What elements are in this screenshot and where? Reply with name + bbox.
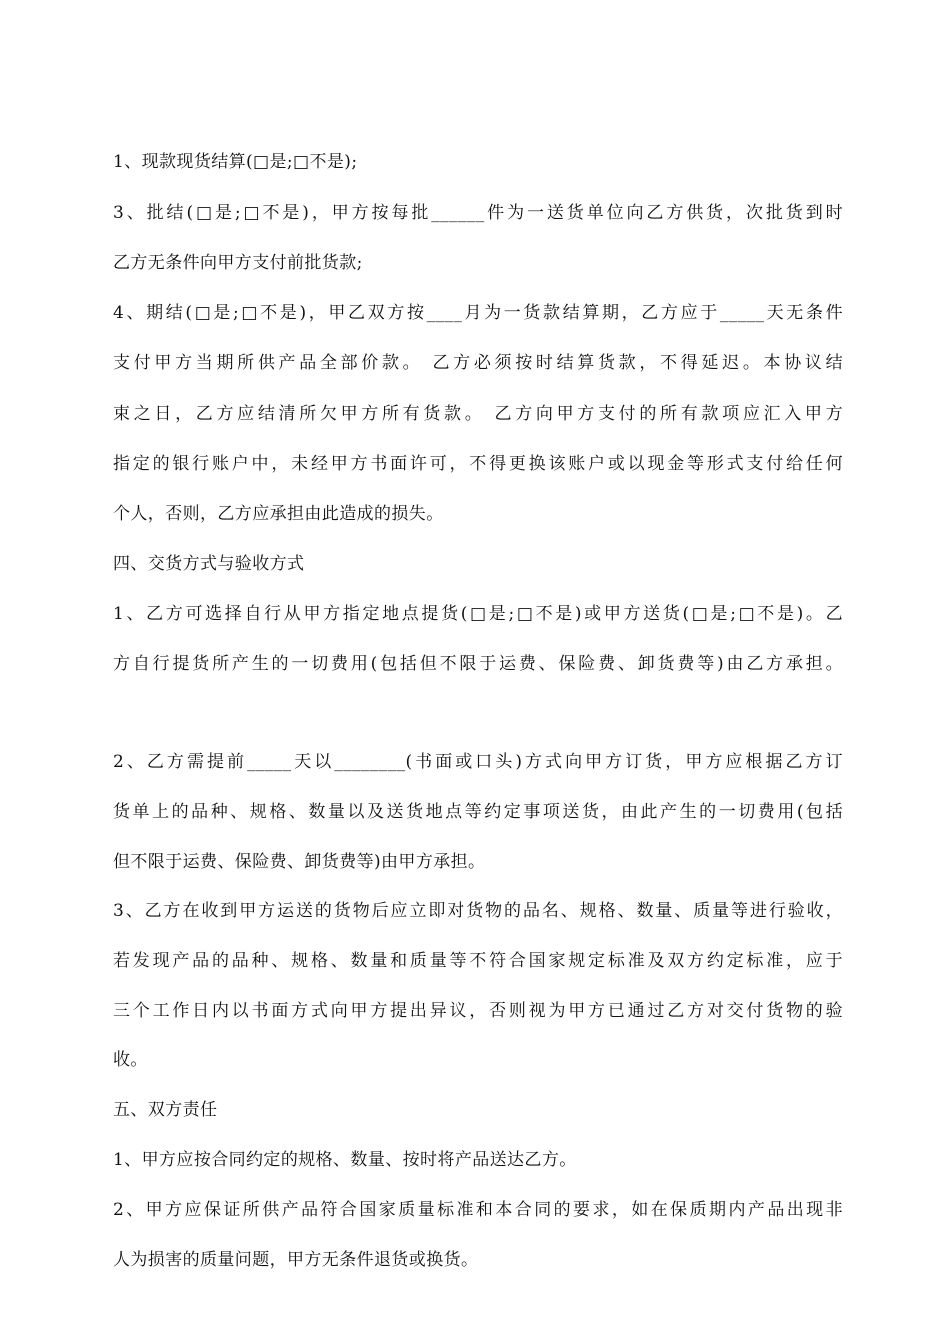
section-5-clause-2-cont: 人为损害的质量问题，甲方无条件退货或换货。 xyxy=(113,1250,479,1270)
section-4-clause-3-cont-1: 若发现产品的品种、规格、数量和质量等不符合国家规定标准及双方约定标准，应于 xyxy=(113,951,843,971)
section-4-clause-3-cont-3: 收。 xyxy=(113,1050,148,1070)
clause-3-batch-settlement: 3、批结(□是;□不是)，甲方按每批______件为一送货单位向乙方供货，次批货到时 xyxy=(113,203,843,223)
clause-4-period-settlement: 4、期结(□是;□不是)，甲乙双方按____月为一货款结算期，乙方应于_____天无条件 xyxy=(113,303,843,323)
clause-4-period-settlement-cont-2: 束之日，乙方应结清所欠甲方所有货款。 乙方向甲方支付的所有款项应汇入甲方 xyxy=(113,404,843,424)
clause-4-period-settlement-cont-3: 指定的银行账户中，未经甲方书面许可，不得更换该账户或以现金等形式支付给任何 xyxy=(113,454,843,474)
clause-4-period-settlement-cont-1: 支付甲方当期所供产品全部价款。 乙方必须按时结算货款，不得延迟。本协议结 xyxy=(113,353,843,373)
section-4-clause-2-cont-2: 但不限于运费、保险费、卸货费等)由甲方承担。 xyxy=(113,852,486,872)
section-5-heading: 五、双方责任 xyxy=(113,1100,218,1120)
section-4-clause-3: 3、乙方在收到甲方运送的货物后应立即对货物的品名、规格、数量、质量等进行验收， xyxy=(113,901,843,921)
section-5-clause-2: 2、甲方应保证所供产品符合国家质量标准和本合同的要求，如在保质期内产品出现非 xyxy=(113,1200,843,1220)
section-4-clause-3-cont-2: 三个工作日内以书面方式向甲方提出异议，否则视为甲方已通过乙方对交付货物的验 xyxy=(113,1001,843,1021)
clause-1-cash-settlement: 1、现款现货结算(□是;□不是); xyxy=(113,152,358,172)
section-4-clause-1: 1、乙方可选择自行从甲方指定地点提货(□是;□不是)或甲方送货(□是;□不是)。乙 xyxy=(113,604,843,624)
section-4-heading: 四、交货方式与验收方式 xyxy=(113,554,305,574)
section-4-clause-2-cont-1: 货单上的品种、规格、数量以及送货地点等约定事项送货，由此产生的一切费用(包括 xyxy=(113,802,843,822)
clause-3-batch-settlement-cont: 乙方无条件向甲方支付前批货款; xyxy=(113,253,363,273)
section-4-clause-1-cont: 方自行提货所产生的一切费用(包括但不限于运费、保险费、卸货费等)由乙方承担。 xyxy=(113,654,843,674)
section-4-clause-2: 2、乙方需提前_____天以________(书面或口头)方式向甲方订货，甲方应根据乙方订 xyxy=(113,752,843,772)
clause-4-period-settlement-cont-4: 个人，否则，乙方应承担由此造成的损失。 xyxy=(113,504,444,524)
section-5-clause-1: 1、甲方应按合同约定的规格、数量、按时将产品送达乙方。 xyxy=(113,1150,577,1170)
